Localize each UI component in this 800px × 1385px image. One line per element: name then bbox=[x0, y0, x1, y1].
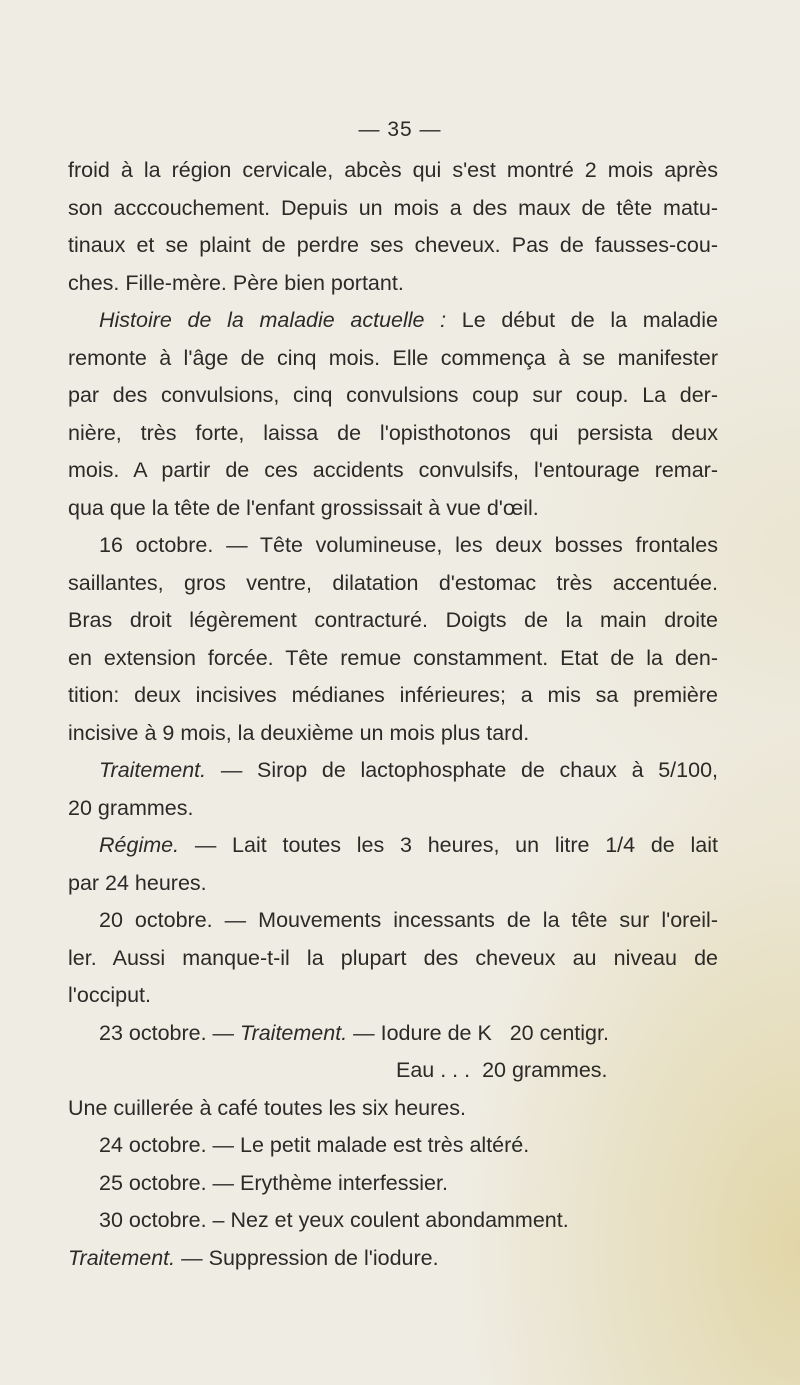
text-line: saillantes, gros ventre, dilatation d'estomac très accentuée. bbox=[68, 570, 718, 595]
text-line: remonte à l'âge de cinq mois. Elle commença à se manifester bbox=[68, 345, 718, 370]
oct23-traitement-label: Traitement. bbox=[240, 1020, 348, 1045]
page-body bbox=[68, 152, 718, 1277]
cuilleree-line: Une cuillerée à café toutes les six heures. bbox=[68, 1095, 466, 1120]
histoire-label: Histoire de la maladie actuelle : bbox=[99, 308, 447, 332]
text-line: mois. A partir de ces accidents convulsifs, l'entourage remar- bbox=[68, 458, 718, 482]
traitement-label: Traitement. bbox=[99, 758, 207, 782]
text-line: qua que la tête de l'enfant grossissait à vue d'œil. bbox=[68, 495, 539, 520]
oct23-date: 23 octobre. — bbox=[99, 1020, 235, 1045]
text-line: ches. Fille-mère. Père bien portant. bbox=[68, 270, 404, 295]
text-line: nière, très forte, laissa de l'opisthotonos qui persista deux bbox=[68, 420, 718, 445]
traitement-text: — Sirop de lactophosphate de chaux à 5/100, bbox=[220, 758, 719, 782]
oct20-first-line: 20 octobre. — Mouvements incessants de la tête sur l'oreil- bbox=[99, 908, 718, 932]
oct23-iodure: — Iodure de K bbox=[353, 1020, 492, 1045]
oct16-first-line: 16 octobre. — Tête volumineuse, les deux bosses frontales bbox=[99, 533, 718, 557]
eau-label: Eau . . . bbox=[396, 1058, 471, 1082]
traitement-final-line bbox=[68, 1240, 718, 1278]
regime-text: — Lait toutes les 3 heures, un litre 1/4 de lait bbox=[194, 833, 718, 857]
eau-line bbox=[68, 1052, 718, 1090]
oct23-line bbox=[68, 1015, 718, 1053]
oct25-line: 25 octobre. — Erythème interfessier. bbox=[99, 1170, 448, 1195]
text-line: par 24 heures. bbox=[68, 870, 207, 895]
regime-label: Régime. bbox=[99, 833, 180, 857]
oct23-iodure-dose: 20 centigr. bbox=[509, 1020, 609, 1045]
eau-dose: 20 grammes. bbox=[482, 1058, 608, 1082]
text-line: 20 grammes. bbox=[68, 795, 194, 820]
text-line: tinaux et se plaint de perdre ses cheveux. Pas de fausses-cou- bbox=[68, 233, 718, 257]
text-line: tition: deux incisives médianes inférieures; a mis sa première bbox=[68, 683, 718, 707]
histoire-first-line bbox=[68, 302, 718, 340]
histoire-first-text: Le début de la maladie bbox=[461, 308, 718, 332]
text-line: son acccouchement. Depuis un mois a des maux de tête matu- bbox=[68, 195, 718, 220]
text-line: Bras droit légèrement contracturé. Doigts de la main droite bbox=[68, 608, 718, 632]
oct30-line: 30 octobre. – Nez et yeux coulent abondamment. bbox=[99, 1208, 569, 1232]
traitement-line bbox=[68, 752, 718, 790]
traitement-final-label: Traitement. bbox=[68, 1245, 176, 1270]
regime-line bbox=[68, 827, 718, 865]
traitement-final-text: — Suppression de l'iodure. bbox=[181, 1245, 439, 1270]
text-line: incisive à 9 mois, la deuxième un mois plus tard. bbox=[68, 720, 530, 745]
text-line: par des convulsions, cinq convulsions coup sur coup. La der- bbox=[68, 383, 718, 407]
text-line: ler. Aussi manque-t-il la plupart des cheveux au niveau de bbox=[68, 945, 718, 970]
text-line: l'occiput. bbox=[68, 983, 151, 1007]
text-line: froid à la région cervicale, abcès qui s'est montré 2 mois après bbox=[68, 158, 718, 182]
oct24-line: 24 octobre. — Le petit malade est très altéré. bbox=[99, 1133, 530, 1157]
page-number: — 35 — bbox=[358, 118, 442, 141]
text-line: en extension forcée. Tête remue constamment. Etat de la den- bbox=[68, 645, 718, 670]
